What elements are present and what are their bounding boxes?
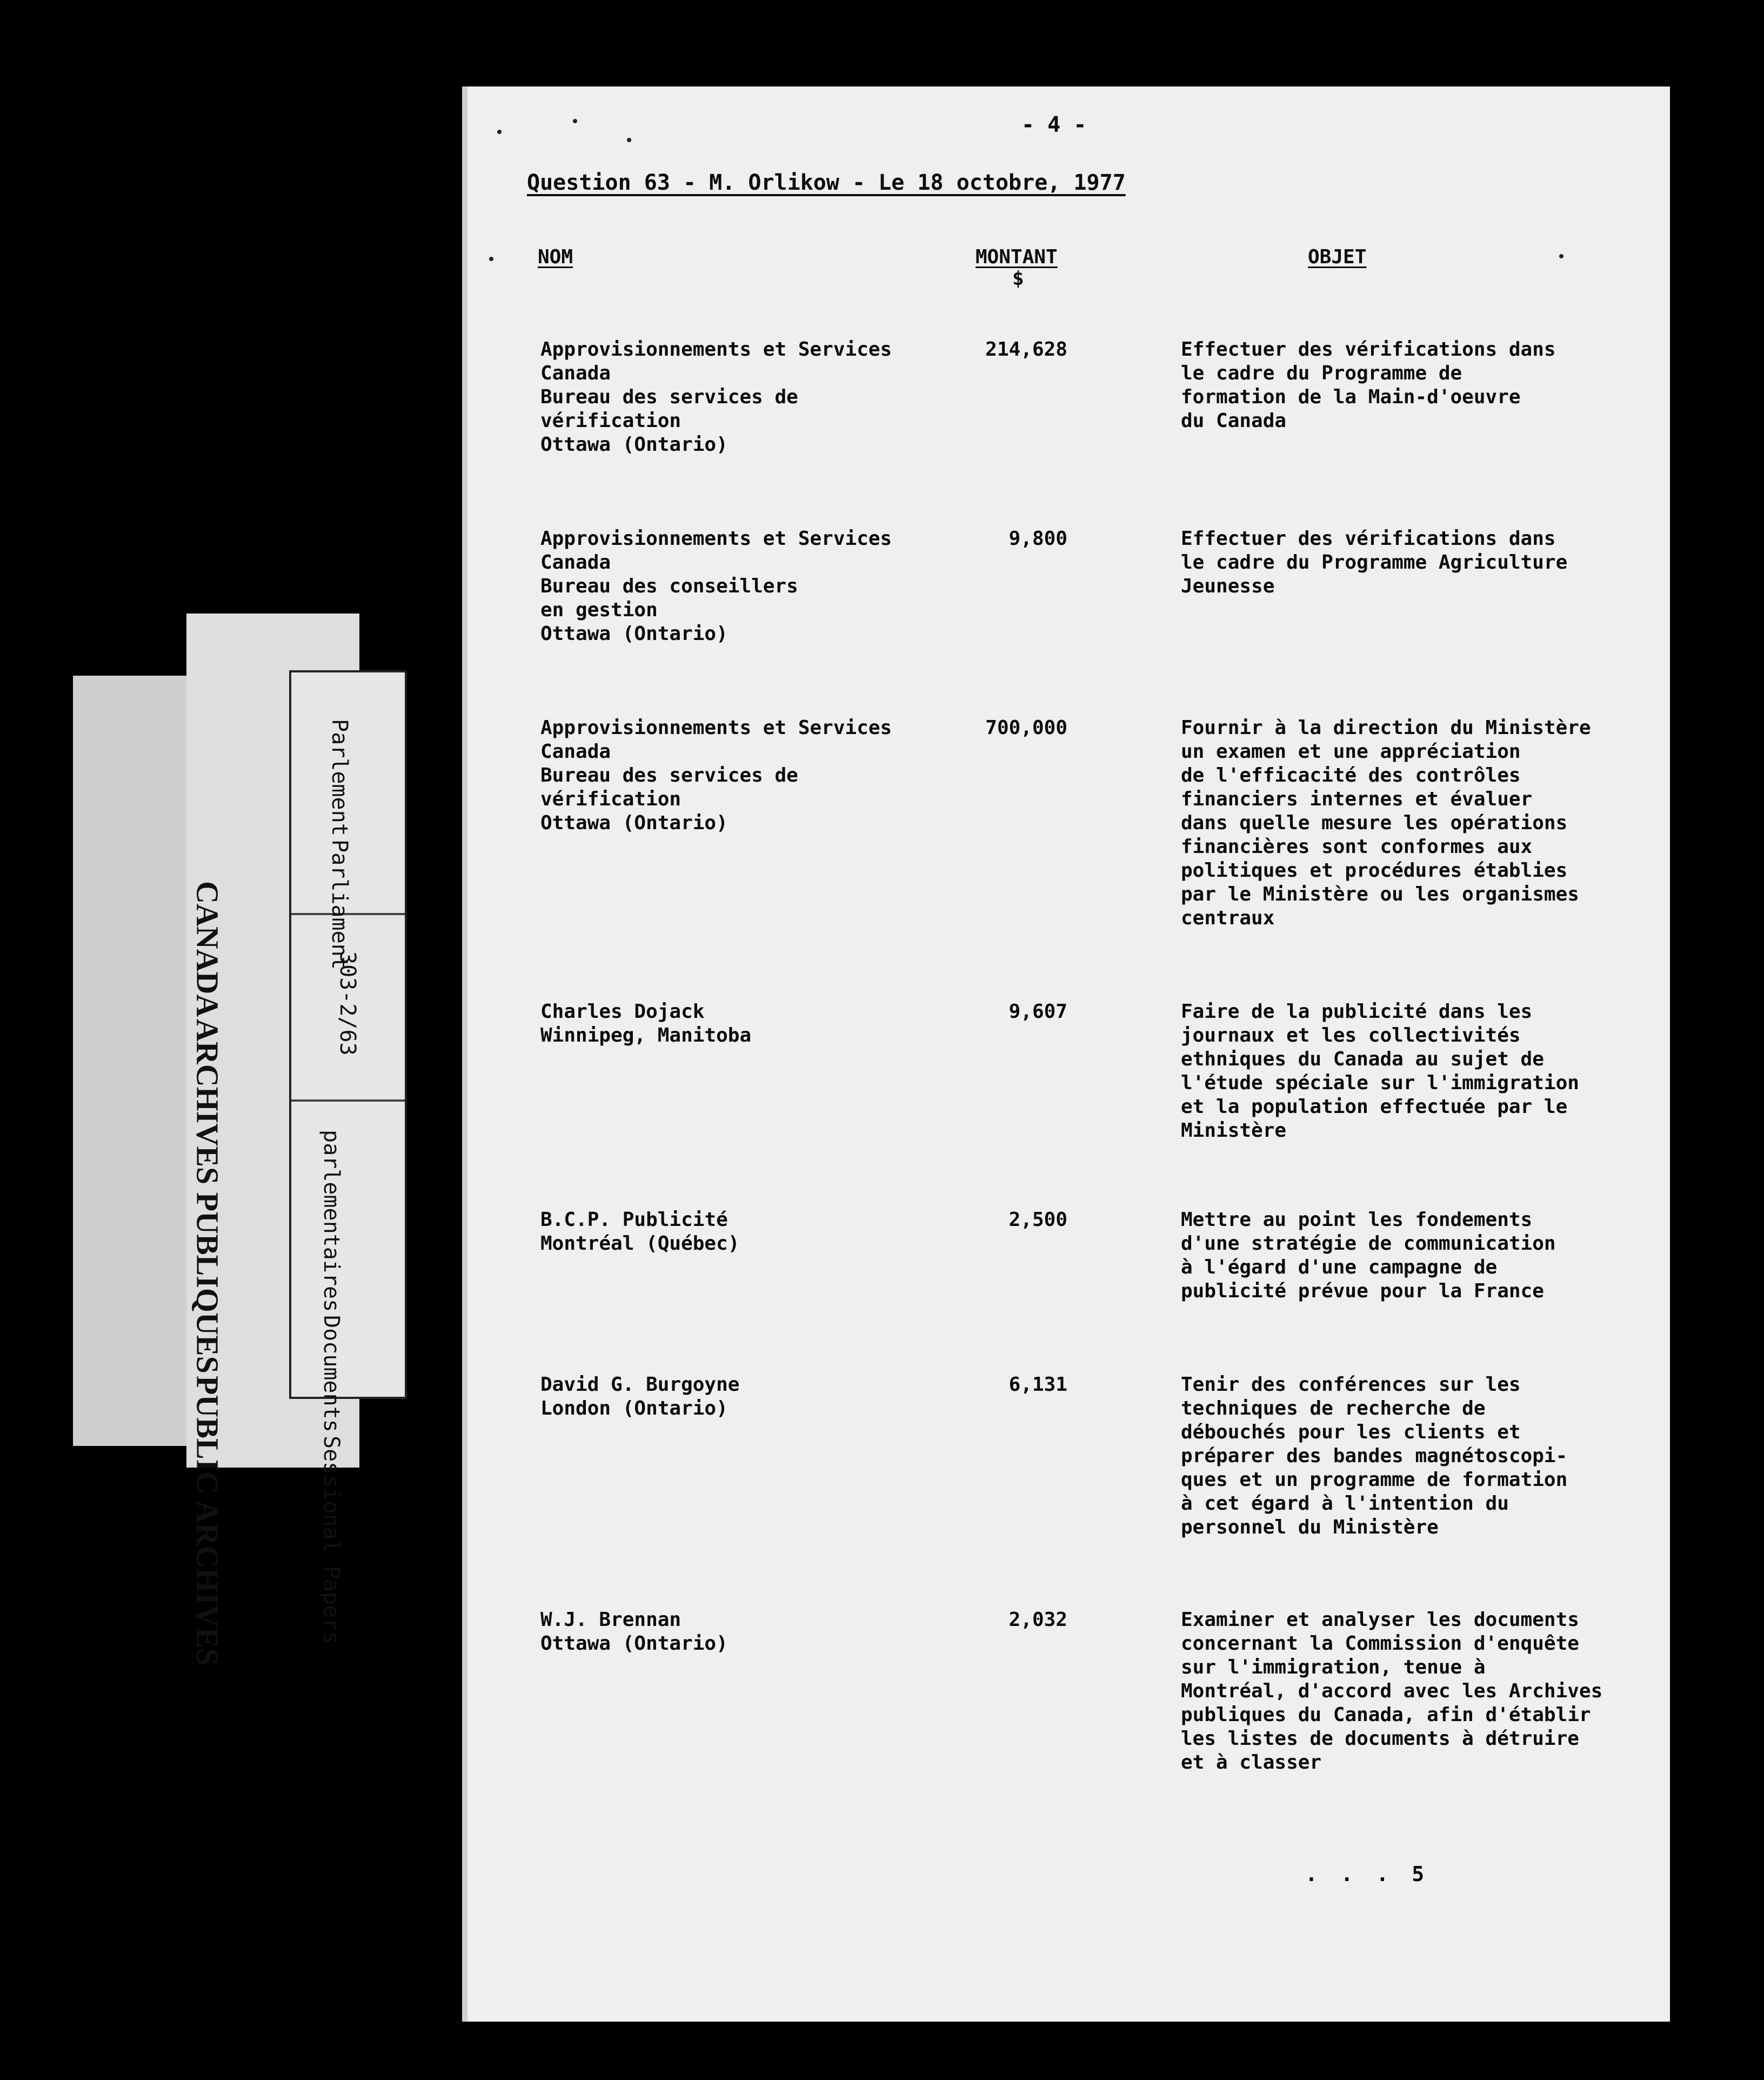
archives-line-3: CANADA <box>190 881 225 1017</box>
column-header-objet: OBJET <box>1308 246 1367 268</box>
entry-nom: Approvisionnements et Services Canada Bureau des services de vérification Ottawa (Ontario) <box>540 338 892 456</box>
speck <box>1559 254 1563 258</box>
column-header-montant-unit: $ <box>1012 268 1024 290</box>
column-header-nom: NOM <box>538 246 573 268</box>
entry-nom: W.J. Brennan Ottawa (Ontario) <box>540 1609 728 1655</box>
entry-montant: 9,800 <box>1008 528 1067 550</box>
entry-objet: Fournir à la direction du Ministère un examen et une appréciation de l'efficacité des contrôles financiers internes et évaluer dans quelle mesure les opérations financières sont conformes aux politiques et procédures établies par le Ministère ou les organismes centraux <box>1181 717 1591 929</box>
speck <box>497 130 502 134</box>
sessional-line-1: Sessional Papers <box>319 1435 344 1644</box>
entry-montant: 9,607 <box>1008 1001 1067 1023</box>
speck <box>489 257 493 261</box>
column-header-montant: MONTANT <box>975 246 1058 268</box>
entry-nom: Approvisionnements et Services Canada Bureau des conseillers en gestion Ottawa (Ontario) <box>540 528 892 645</box>
call-number: 303-2/63 <box>335 951 360 1056</box>
entry-objet: Tenir des conférences sur les techniques de recherche de débouchés pour les clients et préparer des bandes magnétoscopi- ques et un programme de formation à cet égard à l'intention du personnel du Ministère <box>1181 1374 1568 1538</box>
entry-montant: 700,000 <box>985 717 1067 739</box>
entry-nom: Charles Dojack Winnipeg, Manitoba <box>540 1001 752 1046</box>
card-divider <box>291 1099 405 1102</box>
archives-line-2: ARCHIVES PUBLIQUES <box>190 1019 225 1374</box>
archives-stamp <box>189 881 225 1666</box>
entry-montant: 214,628 <box>985 338 1067 361</box>
entry-objet: Examiner et analyser les documents concernant la Commission d'enquête sur l'immigration, tenue à Montréal, d'accord avec les Archives publiques du Canada, afin d'établir les listes de documents à détruire et à classer <box>1181 1609 1603 1774</box>
entry-nom: David G. Burgoyne London (Ontario) <box>540 1374 740 1419</box>
entry-objet: Effectuer des vérifications dans le cadre du Programme de formation de la Main-d'oeuvre du Canada <box>1181 338 1556 432</box>
continuation-marker: . . . 5 <box>1305 1862 1430 1886</box>
question-heading: Question 63 - M. Orlikow - Le 18 octobre, 1977 <box>527 170 1126 195</box>
parliament-label <box>327 719 352 970</box>
speck <box>573 119 577 123</box>
parliament-line-2: Parlement <box>327 719 352 836</box>
entry-nom: Approvisionnements et Services Canada Bureau des services de vérification Ottawa (Ontario) <box>540 717 892 834</box>
archives-line-1: PUBLIC ARCHIVES <box>190 1376 225 1666</box>
entry-objet: Mettre au point les fondements d'une stratégie de communication à l'égard d'une campagne de publicité prévue pour la France <box>1181 1209 1556 1302</box>
entry-montant: 2,500 <box>1008 1209 1067 1231</box>
entry-montant: 2,032 <box>1008 1609 1067 1631</box>
sessional-papers-label <box>319 1130 344 1644</box>
document-page <box>462 86 1670 2022</box>
entry-montant: 6,131 <box>1008 1374 1067 1396</box>
sessional-line-2: Documents <box>319 1315 344 1432</box>
speck <box>627 138 631 142</box>
parliament-line-1: Parliament <box>327 839 352 970</box>
entry-nom: B.C.P. Publicité Montréal (Québec) <box>540 1209 740 1255</box>
sessional-line-3: parlementaires <box>319 1130 344 1312</box>
entry-objet: Effectuer des vérifications dans le cadre du Programme Agriculture Jeunesse <box>1181 528 1568 597</box>
page-number: - 4 - <box>1021 112 1087 137</box>
entry-objet: Faire de la publicité dans les journaux et les collectivités ethniques du Canada au sujet de l'étude spéciale sur l'immigration et la population effectuée par le Ministère <box>1181 1001 1579 1142</box>
